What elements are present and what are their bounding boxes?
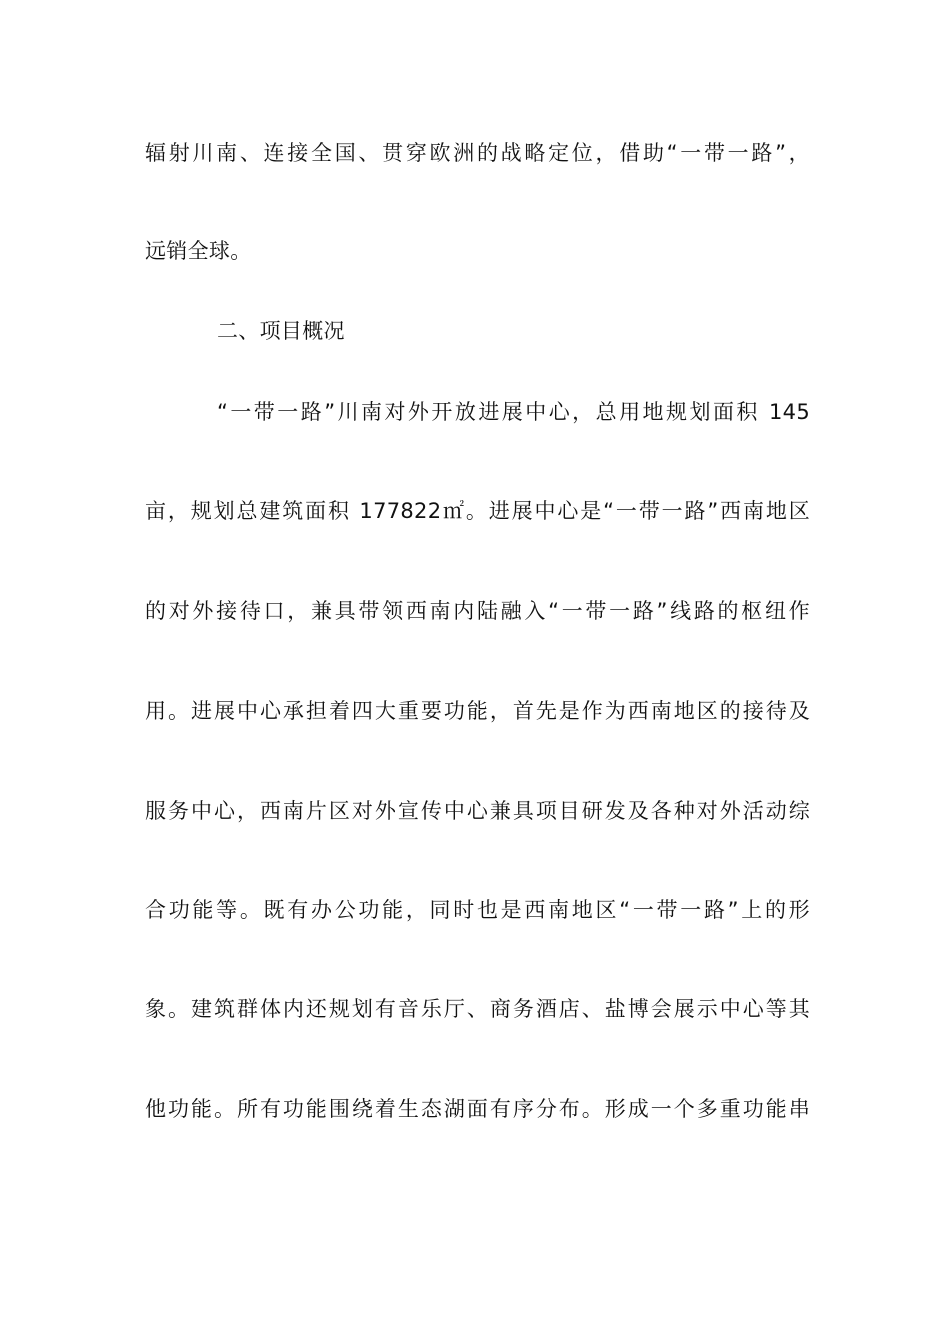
paragraph-line: “一带一路”川南对外开放进展中心，总用地规划面积 145 (217, 400, 810, 424)
paragraph-line: 象。建筑群体内还规划有音乐厅、商务酒店、盐博会展示中心等其 (145, 997, 810, 1021)
paragraph-line: 他功能。所有功能围绕着生态湖面有序分布。形成一个多重功能串 (145, 1097, 810, 1121)
paragraph-line: 的对外接待口，兼具带领西南内陆融入“一带一路”线路的枢纽作 (145, 599, 810, 623)
paragraph-line: 用。进展中心承担着四大重要功能，首先是作为西南地区的接待及 (145, 699, 810, 723)
paragraph-line: 远销全球。 (145, 239, 252, 263)
paragraph-line: 亩，规划总建筑面积 177822㎡。进展中心是“一带一路”西南地区 (145, 499, 810, 523)
paragraph-line: 合功能等。既有办公功能，同时也是西南地区“一带一路”上的形 (145, 898, 810, 922)
section-heading: 二、项目概况 (217, 319, 345, 343)
paragraph-line: 服务中心，西南片区对外宣传中心兼具项目研发及各种对外活动综 (145, 799, 810, 823)
paragraph-line: 辐射川南、连接全国、贯穿欧洲的战略定位，借助“一带一路”， (145, 141, 810, 165)
